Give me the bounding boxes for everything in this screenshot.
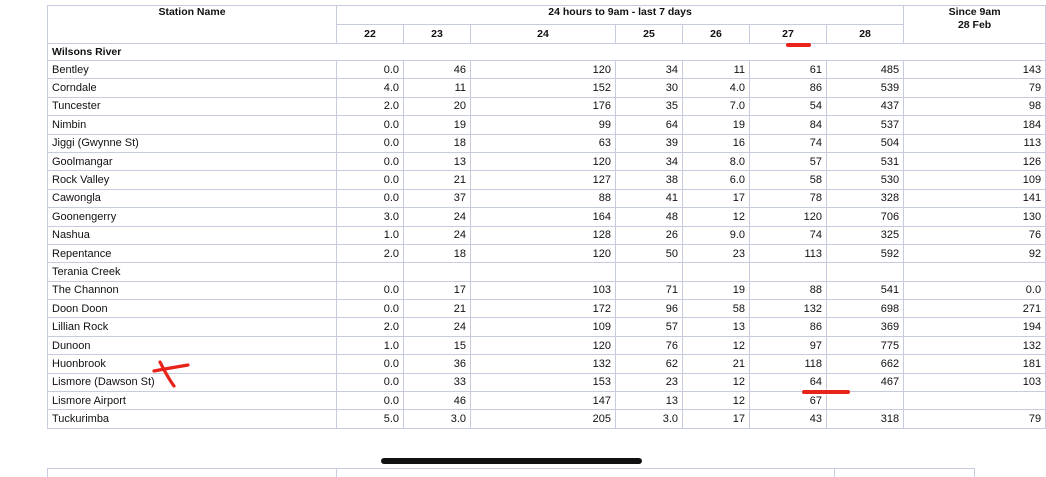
station-name: Tuckurimba — [48, 410, 337, 428]
table-row — [48, 116, 1046, 134]
rain-value: 592 — [827, 244, 904, 262]
since-9am-header — [904, 6, 1046, 44]
rain-value: 39 — [616, 134, 683, 152]
rain-value: 531 — [827, 152, 904, 170]
rain-value — [827, 392, 904, 410]
table-row — [48, 134, 1046, 152]
station-name: Cawongla — [48, 189, 337, 207]
rain-value: 103 — [904, 373, 1046, 391]
day-header-27: 27 — [750, 25, 827, 44]
rain-value: 530 — [827, 171, 904, 189]
station-name: Goolmangar — [48, 152, 337, 170]
rain-value: 706 — [827, 208, 904, 226]
rain-value: 0.0 — [904, 281, 1046, 299]
rain-value: 79 — [904, 79, 1046, 97]
rain-value: 541 — [827, 281, 904, 299]
rain-value: 58 — [750, 171, 827, 189]
rain-value: 58 — [683, 300, 750, 318]
rain-value: 7.0 — [683, 97, 750, 115]
station-name: Tuncester — [48, 97, 337, 115]
rain-value: 19 — [683, 116, 750, 134]
rain-value — [471, 263, 616, 281]
rain-value: 0.0 — [337, 300, 404, 318]
rain-value: 71 — [616, 281, 683, 299]
next-table-edge — [47, 468, 975, 477]
station-name: The Channon — [48, 281, 337, 299]
rain-value: 84 — [750, 116, 827, 134]
red-underline-day-28 — [786, 43, 811, 47]
rain-value: 120 — [750, 208, 827, 226]
station-name: Repentance — [48, 244, 337, 262]
rain-value: 8.0 — [683, 152, 750, 170]
rain-value: 0.0 — [337, 61, 404, 79]
rain-value: 0.0 — [337, 189, 404, 207]
rain-value: 13 — [404, 152, 471, 170]
table-row — [48, 152, 1046, 170]
rain-value: 99 — [471, 116, 616, 134]
rain-value: 176 — [471, 97, 616, 115]
rain-value: 2.0 — [337, 244, 404, 262]
rain-value: 98 — [904, 97, 1046, 115]
rain-value: 0.0 — [337, 134, 404, 152]
rain-value: 18 — [404, 134, 471, 152]
rain-value — [904, 263, 1046, 281]
rain-value: 120 — [471, 152, 616, 170]
rain-value: 33 — [404, 373, 471, 391]
rain-value — [827, 263, 904, 281]
rain-value: 12 — [683, 373, 750, 391]
table-row — [48, 189, 1046, 207]
rain-value: 1.0 — [337, 226, 404, 244]
rain-value: 271 — [904, 300, 1046, 318]
rain-value: 64 — [750, 373, 827, 391]
table-row — [48, 373, 1046, 391]
day-header-24: 24 — [471, 25, 616, 44]
station-name: Jiggi (Gwynne St) — [48, 134, 337, 152]
rain-value: 11 — [404, 79, 471, 97]
rain-value: 5.0 — [337, 410, 404, 428]
rain-value: 539 — [827, 79, 904, 97]
rain-value: 17 — [683, 410, 750, 428]
table-row — [48, 97, 1046, 115]
rain-value: 127 — [471, 171, 616, 189]
rain-value: 88 — [750, 281, 827, 299]
rain-value: 30 — [616, 79, 683, 97]
rain-value: 132 — [904, 336, 1046, 354]
rain-value: 24 — [404, 318, 471, 336]
rain-value: 20 — [404, 97, 471, 115]
rain-value: 4.0 — [337, 79, 404, 97]
station-name: Rock Valley — [48, 171, 337, 189]
rain-value: 50 — [616, 244, 683, 262]
rain-value: 96 — [616, 300, 683, 318]
rain-value: 205 — [471, 410, 616, 428]
rain-value: 35 — [616, 97, 683, 115]
rain-value: 92 — [904, 244, 1046, 262]
rain-value: 34 — [616, 61, 683, 79]
home-indicator[interactable] — [381, 458, 642, 464]
red-cross-mark-icon — [150, 358, 194, 388]
rain-value: 181 — [904, 355, 1046, 373]
rain-value: 184 — [904, 116, 1046, 134]
rain-value: 21 — [683, 355, 750, 373]
rain-value: 120 — [471, 336, 616, 354]
rain-value: 18 — [404, 244, 471, 262]
rain-value: 48 — [616, 208, 683, 226]
rain-value: 16 — [683, 134, 750, 152]
since-9am-line2: 28 Feb — [957, 19, 992, 31]
rain-value — [616, 263, 683, 281]
station-name: Lismore (Dawson St) — [48, 373, 337, 391]
rain-value: 9.0 — [683, 226, 750, 244]
rain-value: 103 — [471, 281, 616, 299]
rain-value: 15 — [404, 336, 471, 354]
rain-value: 132 — [750, 300, 827, 318]
rain-value: 0.0 — [337, 373, 404, 391]
table-row — [48, 61, 1046, 79]
station-name: Terania Creek — [48, 263, 337, 281]
table-row — [48, 336, 1046, 354]
rain-value: 698 — [827, 300, 904, 318]
station-name: Lismore Airport — [48, 392, 337, 410]
last-7-days-header: 24 hours to 9am - last 7 days — [337, 6, 904, 25]
rain-value: 3.0 — [616, 410, 683, 428]
rain-value: 57 — [750, 152, 827, 170]
station-name: Nimbin — [48, 116, 337, 134]
since-9am-line1: Since 9am — [948, 6, 1001, 18]
rain-value — [404, 263, 471, 281]
day-header-25: 25 — [616, 25, 683, 44]
station-name-header: Station Name — [48, 6, 337, 44]
rainfall-table — [47, 5, 1046, 429]
rain-value: 0.0 — [337, 171, 404, 189]
rain-value: 97 — [750, 336, 827, 354]
table-row — [48, 355, 1046, 373]
rain-value: 12 — [683, 336, 750, 354]
rain-value: 19 — [683, 281, 750, 299]
rain-value: 0.0 — [337, 392, 404, 410]
red-underline-lismore-value — [802, 390, 850, 394]
rain-value: 0.0 — [337, 152, 404, 170]
rain-value: 504 — [827, 134, 904, 152]
rain-value: 41 — [616, 189, 683, 207]
rain-value — [750, 263, 827, 281]
rain-value: 13 — [616, 392, 683, 410]
rain-value: 132 — [471, 355, 616, 373]
rain-value: 2.0 — [337, 97, 404, 115]
rain-value: 11 — [683, 61, 750, 79]
rain-value: 43 — [750, 410, 827, 428]
rain-value: 0.0 — [337, 116, 404, 134]
rain-value: 21 — [404, 300, 471, 318]
station-name: Corndale — [48, 79, 337, 97]
rain-value: 147 — [471, 392, 616, 410]
rain-value: 120 — [471, 61, 616, 79]
rain-value: 76 — [904, 226, 1046, 244]
day-header-22: 22 — [337, 25, 404, 44]
rain-value: 1.0 — [337, 336, 404, 354]
station-name: Doon Doon — [48, 300, 337, 318]
rain-value: 128 — [471, 226, 616, 244]
rain-value: 67 — [750, 392, 827, 410]
rain-value: 141 — [904, 189, 1046, 207]
rain-value: 12 — [683, 208, 750, 226]
rain-value: 36 — [404, 355, 471, 373]
rain-value: 130 — [904, 208, 1046, 226]
rain-value: 24 — [404, 208, 471, 226]
rain-value: 328 — [827, 189, 904, 207]
rain-value: 17 — [404, 281, 471, 299]
rain-value — [683, 263, 750, 281]
rain-value: 0.0 — [337, 281, 404, 299]
rain-value: 467 — [827, 373, 904, 391]
rain-value: 194 — [904, 318, 1046, 336]
rain-value: 0.0 — [337, 355, 404, 373]
rain-value: 120 — [471, 244, 616, 262]
rain-value: 21 — [404, 171, 471, 189]
table-row — [48, 244, 1046, 262]
rain-value: 13 — [683, 318, 750, 336]
rain-value: 46 — [404, 392, 471, 410]
rain-value: 17 — [683, 189, 750, 207]
rain-value: 37 — [404, 189, 471, 207]
rain-value: 172 — [471, 300, 616, 318]
rain-value: 12 — [683, 392, 750, 410]
rain-value: 24 — [404, 226, 471, 244]
rain-value: 537 — [827, 116, 904, 134]
table-row — [48, 410, 1046, 428]
table-row — [48, 300, 1046, 318]
rain-value: 6.0 — [683, 171, 750, 189]
rain-value: 88 — [471, 189, 616, 207]
rain-value — [904, 392, 1046, 410]
rain-value: 86 — [750, 318, 827, 336]
rain-value: 4.0 — [683, 79, 750, 97]
station-name: Dunoon — [48, 336, 337, 354]
rain-value: 164 — [471, 208, 616, 226]
table-row — [48, 392, 1046, 410]
rain-value: 325 — [827, 226, 904, 244]
rain-value: 485 — [827, 61, 904, 79]
table-row — [48, 281, 1046, 299]
station-name: Lillian Rock — [48, 318, 337, 336]
rain-value: 34 — [616, 152, 683, 170]
rain-value: 26 — [616, 226, 683, 244]
rain-value: 113 — [750, 244, 827, 262]
rain-value: 152 — [471, 79, 616, 97]
rain-value: 437 — [827, 97, 904, 115]
group-label: Wilsons River — [48, 44, 1046, 61]
rain-value: 23 — [683, 244, 750, 262]
table-row — [48, 171, 1046, 189]
rain-value: 318 — [827, 410, 904, 428]
rain-value: 54 — [750, 97, 827, 115]
rain-value: 662 — [827, 355, 904, 373]
rain-value: 74 — [750, 134, 827, 152]
table-row — [48, 263, 1046, 281]
rain-value: 3.0 — [337, 208, 404, 226]
rain-value: 2.0 — [337, 318, 404, 336]
rain-value: 74 — [750, 226, 827, 244]
rain-value: 46 — [404, 61, 471, 79]
rain-value: 62 — [616, 355, 683, 373]
table-row — [48, 226, 1046, 244]
rain-value: 3.0 — [404, 410, 471, 428]
rain-value: 109 — [904, 171, 1046, 189]
table-row — [48, 318, 1046, 336]
rain-value: 143 — [904, 61, 1046, 79]
rain-value: 63 — [471, 134, 616, 152]
rain-value: 57 — [616, 318, 683, 336]
rain-value: 79 — [904, 410, 1046, 428]
day-header-26: 26 — [683, 25, 750, 44]
rain-value: 775 — [827, 336, 904, 354]
rain-value: 64 — [616, 116, 683, 134]
rain-value: 369 — [827, 318, 904, 336]
table-row — [48, 208, 1046, 226]
rain-value: 19 — [404, 116, 471, 134]
rain-value: 61 — [750, 61, 827, 79]
station-name: Goonengerry — [48, 208, 337, 226]
station-name: Huonbrook — [48, 355, 337, 373]
day-header-23: 23 — [404, 25, 471, 44]
rain-value: 76 — [616, 336, 683, 354]
station-name: Nashua — [48, 226, 337, 244]
rain-value: 109 — [471, 318, 616, 336]
rain-value: 126 — [904, 152, 1046, 170]
day-header-28: 28 — [827, 25, 904, 44]
rain-value: 86 — [750, 79, 827, 97]
rain-value: 78 — [750, 189, 827, 207]
rain-value: 23 — [616, 373, 683, 391]
rain-value: 153 — [471, 373, 616, 391]
rain-value: 113 — [904, 134, 1046, 152]
station-name: Bentley — [48, 61, 337, 79]
table-row — [48, 79, 1046, 97]
rain-value: 38 — [616, 171, 683, 189]
rain-value — [337, 263, 404, 281]
rain-value: 118 — [750, 355, 827, 373]
